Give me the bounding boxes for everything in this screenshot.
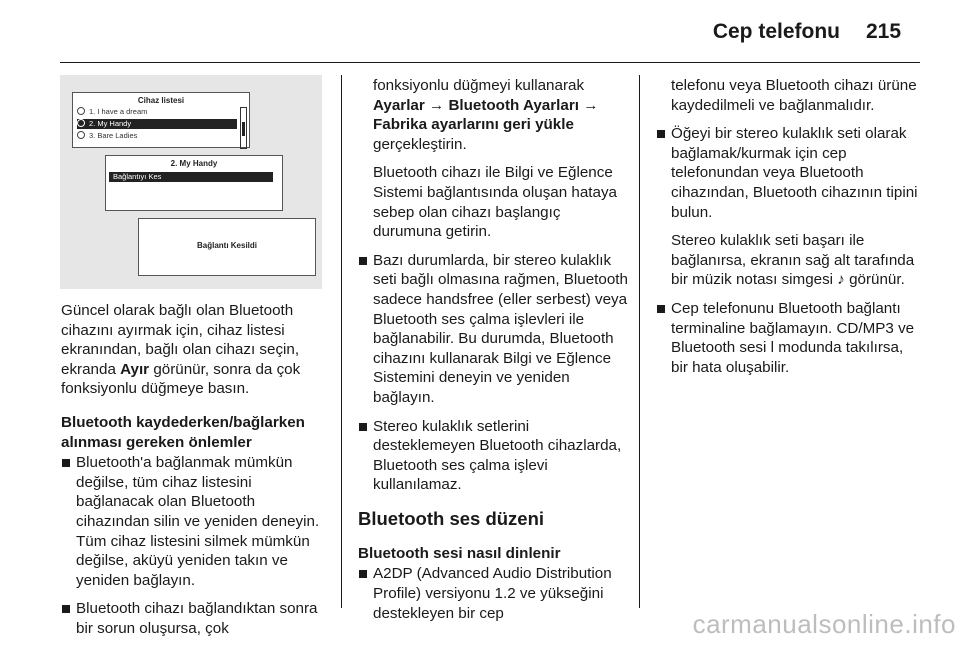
bullet-item: Bluetooth cihazı bağlandıktan sonra bir sorun oluşursa, çok — [61, 599, 329, 638]
column-3 — [656, 76, 924, 386]
bullet-item: Stereo kulaklık setlerini desteklemeyen Bluetooth cihazlarda, Bluetooth ses çalma işlevi kullanılamaz. — [358, 417, 633, 495]
device-list-item: 3. Bare Ladies — [77, 131, 237, 141]
page-number: 215 — [866, 20, 902, 43]
disconnected-screen — [138, 218, 316, 276]
radio-icon — [77, 107, 85, 115]
menu-path-settings: Ayarlar — [373, 96, 425, 114]
column-1 — [61, 301, 329, 648]
column-divider-2 — [639, 75, 640, 608]
radio-icon — [77, 131, 85, 139]
column-2 — [358, 76, 633, 632]
device-list-title: Cihaz listesi — [137, 96, 185, 105]
bluetooth-screens-figure — [60, 75, 322, 289]
intro-paragraph: Güncel olarak bağlı olan Bluetooth cihazını ayırmak için, cihaz listesi ekranından, bağlı olan cihazı seçin, ekranda Ayır görünür, sonra da çok fonksiyonlu düğmeye basın. — [61, 302, 301, 398]
bullet-item: A2DP (Advanced Audio Distribution Profile) versiyonu 1.2 ve yükseğini destekleyen bir cep — [358, 564, 633, 623]
column-divider-1 — [341, 75, 342, 608]
menu-path-bluetooth-settings: Bluetooth Ayarları — [448, 96, 579, 114]
bullet-item: Öğeyi bir stereo kulaklık seti olarak bağlamak/kurmak için cep telefonundan veya Bluetooth cihazından, Bluetooth cihazının tipini bulun. — [656, 124, 924, 222]
disconnected-message: Bağlantı Kesildi — [196, 241, 257, 250]
precautions-heading: Bluetooth kaydederken/bağlarken alınması gereken önlemler — [61, 413, 305, 451]
sub-heading: Bluetooth sesi nasıl dinlenir — [358, 544, 561, 562]
device-list-item-selected: 2. My Handy — [77, 119, 237, 129]
bullet-item: Bazı durumlarda, bir stereo kulaklık seti bağlı olmasına rağmen, Bluetooth sadece handsfree (eller serbest) veya Bluetooth ses çalma işlevleri ile bağlanabilir. Bu durumda, Bluetooth cihazını kullanarak Bilgi ve Eğlence Sistemini deneyin ve yeniden bağlayın. — [358, 251, 633, 408]
continued-text: telefonu veya Bluetooth cihazı ürüne kaydedilmeli ve bağlanmalıdır. — [671, 77, 917, 114]
device-menu-title: 2. My Handy — [170, 159, 218, 168]
header-rule — [60, 62, 920, 63]
disconnect-menu-item: Bağlantıyı Kes — [109, 172, 273, 182]
button-name-ayir: Ayır — [120, 360, 150, 378]
watermark: carmanualsonline.info — [692, 609, 956, 639]
radio-selected-icon — [77, 119, 85, 127]
bullet-item: Cep telefonunu Bluetooth bağlantı terminaline bağlamayın. CD/MP3 ve Bluetooth sesi l modunda takılırsa, bir hata oluşabilir. — [656, 299, 924, 377]
device-menu-screen — [105, 155, 283, 211]
menu-path-factory-reset: Fabrika ayarlarını geri yükle — [373, 116, 574, 134]
header-title: Cep telefonu — [712, 20, 840, 43]
music-note-paragraph: Stereo kulaklık seti başarı ile bağlanırsa, ekranın sağ alt tarafında bir müzik notası simgesi ♪ görünür. — [671, 232, 915, 289]
device-list-screen — [72, 92, 250, 148]
section-heading: Bluetooth ses düzeni — [358, 507, 545, 529]
bullet-item: Bluetooth'a bağlanmak mümkün değilse, tüm cihaz listesini bağlanacak olan Bluetooth cihazından silin ve yeniden deneyin. Tüm cihaz listesini silmek mümkün değilse, aküyü yeniden takın ve yeniden bağlayın. — [61, 453, 329, 590]
reset-paragraph: Bluetooth cihazı ile Bilgi ve Eğlence Sistemi bağlantısında oluşan hataya sebep olan cihazı başlangıç durumuna getirin. — [373, 164, 618, 241]
continued-text: fonksiyonlu düğmeyi kullanarak Ayarlar → Bluetooth Ayarları → Fabrika ayarlarını geri yükle gerçekleştirin. — [373, 77, 599, 153]
device-list-item: 1. I have a dream — [77, 107, 237, 117]
scrollbar — [240, 107, 247, 149]
